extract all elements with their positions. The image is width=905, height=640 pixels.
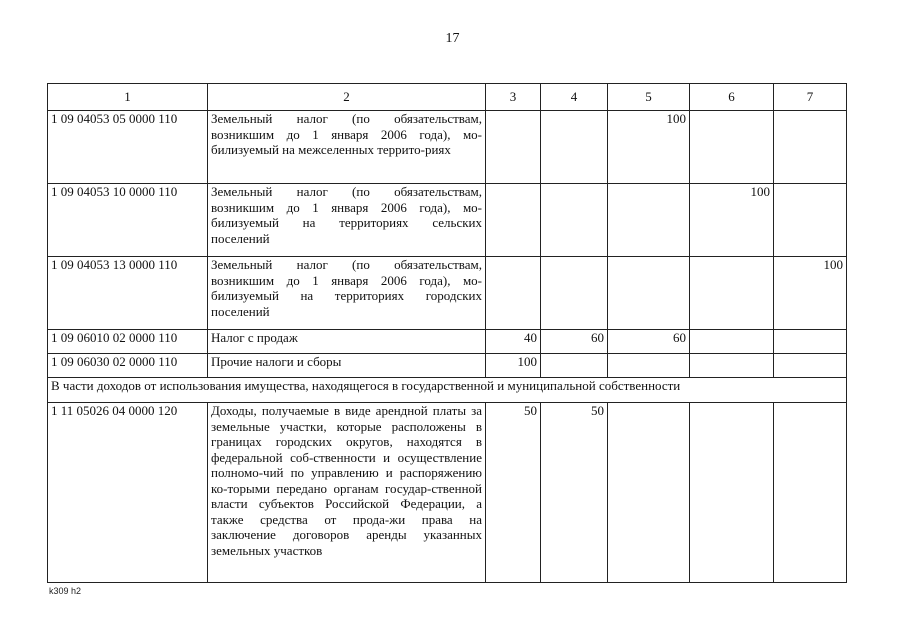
revenue-table [47,83,847,583]
row-description: Налог с продаж [208,330,486,354]
value-col5 [608,403,690,583]
value-col5 [608,184,690,257]
value-col7 [774,111,847,184]
value-col6 [690,403,774,583]
value-col3: 40 [486,330,541,354]
value-col7 [774,354,847,378]
table-header-row [48,84,847,111]
column-header: 4 [541,84,608,111]
value-col6 [690,354,774,378]
table-row [48,257,847,330]
value-col6 [690,330,774,354]
value-col3: 100 [486,354,541,378]
row-code: 1 09 04053 13 0000 110 [48,257,208,330]
row-code: 1 11 05026 04 0000 120 [48,403,208,583]
row-description: Земельный налог (по обязательствам, возникшим до 1 января 2006 года), мо-билизуемый на территориях сельских поселений [208,184,486,257]
table-row [48,111,847,184]
section-heading-row [48,378,847,403]
value-col6 [690,111,774,184]
row-code: 1 09 04053 05 0000 110 [48,111,208,184]
value-col6: 100 [690,184,774,257]
value-col3 [486,111,541,184]
row-description: Доходы, получаемые в виде арендной платы за земельные участки, которые расположены в границах городских округов, находятся в федеральной соб-ственности и осуществление полномо-чий по управлению и распоряжению ко-торыми передано органам государ-ственной власти субъектов Российской Федерации, а также средства от прода-жи права на заключение договоров аренды указанных земельных участков [208,403,486,583]
row-code: 1 09 06030 02 0000 110 [48,354,208,378]
value-col5: 100 [608,111,690,184]
column-header: 5 [608,84,690,111]
row-description: Земельный налог (по обязательствам, возникшим до 1 января 2006 года), мо-билизуемый на территориях городских поселений [208,257,486,330]
section-heading: В части доходов от использования имущества, находящегося в государственной и муниципальной собственности [48,378,847,403]
value-col3 [486,257,541,330]
value-col5 [608,354,690,378]
column-header: 7 [774,84,847,111]
column-header: 2 [208,84,486,111]
table-row [48,354,847,378]
row-code: 1 09 06010 02 0000 110 [48,330,208,354]
value-col4 [541,257,608,330]
table-row [48,403,847,583]
column-header: 6 [690,84,774,111]
value-col4: 60 [541,330,608,354]
value-col6 [690,257,774,330]
footer-code: k309 h2 [49,586,82,596]
value-col7 [774,330,847,354]
column-header: 3 [486,84,541,111]
table-row [48,330,847,354]
row-code: 1 09 04053 10 0000 110 [48,184,208,257]
value-col4 [541,111,608,184]
value-col5: 60 [608,330,690,354]
value-col7: 100 [774,257,847,330]
page-number: 17 [445,31,460,46]
value-col4 [541,354,608,378]
column-header: 1 [48,84,208,111]
value-col3 [486,184,541,257]
row-description: Земельный налог (по обязательствам, возникшим до 1 января 2006 года), мо-билизуемый на межселенных террито-риях [208,111,486,184]
value-col3: 50 [486,403,541,583]
value-col4 [541,184,608,257]
value-col7 [774,403,847,583]
value-col7 [774,184,847,257]
table-row [48,184,847,257]
value-col5 [608,257,690,330]
row-description: Прочие налоги и сборы [208,354,486,378]
value-col4: 50 [541,403,608,583]
